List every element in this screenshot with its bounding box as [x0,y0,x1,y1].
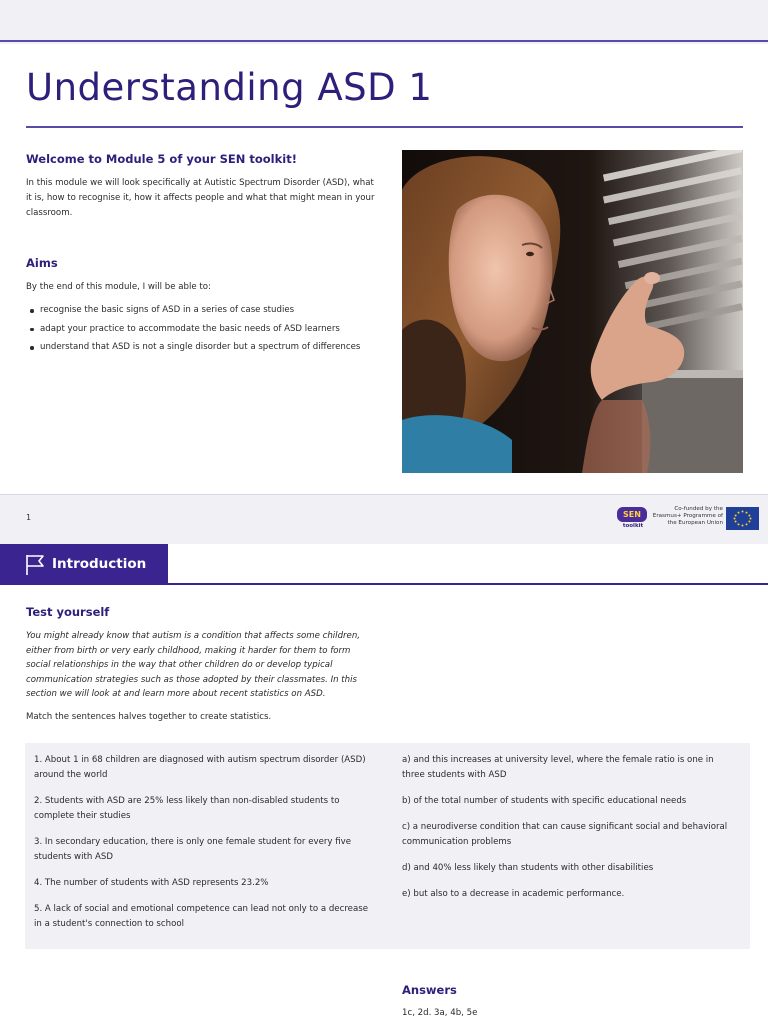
sentence-ending-item: c) a neurodiverse condition that can cause significant social and behavioral communication problems [402,822,728,847]
sen-logo-subtitle: toolkit [622,523,644,529]
aims-list-item: understand that ASD is not a single disorder but a spectrum of differences [26,340,360,355]
test-yourself-text: You might already know that autism is a condition that affects some children, either from birth or very early childhood, making it harder for them to form social relationships in the way that other children do or develop typical communication strategies such as those adopted by their classmates. In this section we will look at and learn more about recent statistics on ASD. [26,631,361,700]
title-divider [26,126,743,128]
sentence-starts-column [34,753,374,943]
sentence-ending-item: a) and this increases at university level, where the female ratio is one in three students with ASD [402,755,714,780]
answers-text: 1c, 2d. 3a, 4b, 5e [402,1008,478,1018]
aims-list [26,303,360,359]
matching-exercise-panel [25,743,750,949]
sentence-endings-column [402,753,732,913]
page-1 [0,44,768,494]
eu-flag-icon [726,507,759,530]
sentence-start-item: 2. Students with ASD are 25% less likely than non-disabled students to complete their studies [34,796,340,821]
page-footer [0,494,768,544]
aims-heading: Aims [26,256,58,270]
aims-intro: By the end of this module, I will be able to: [26,282,211,292]
page-2 [0,544,768,1024]
answers-heading: Answers [402,983,457,997]
welcome-heading: Welcome to Module 5 of your SEN toolkit! [26,152,297,166]
sentence-ending-item: e) but also to a decrease in academic performance. [402,889,625,899]
page-number: 1 [26,513,32,522]
sentence-start-item: 1. About 1 in 68 children are diagnosed with autism spectrum disorder (ASD) around the world [34,755,366,780]
test-yourself-heading: Test yourself [26,605,110,619]
section-header-introduction [0,544,168,585]
aims-list-item: recognise the basic signs of ASD in a series of case studies [26,303,360,318]
eu-funding-text: Co-funded by the Erasmus+ Programme of the European Union [652,506,723,526]
sentence-ending-item: b) of the total number of students with specific educational needs [402,796,687,806]
sentence-ending-item: d) and 40% less likely than students with other disabilities [402,863,654,873]
welcome-text: In this module we will look specifically at Autistic Spectrum Disorder (ASD), what it is, how to recognise it, how it affects people and what that might mean in your classroom. [26,178,375,218]
aims-list-item: adapt your practice to accommodate the basic needs of ASD learners [26,322,360,337]
page-title: Understanding ASD 1 [26,66,433,109]
sentence-start-item: 3. In secondary education, there is only one female student for every five students with ASD [34,837,351,862]
match-instruction: Match the sentences halves together to create statistics. [26,712,272,722]
girl-at-window-photo [402,150,743,473]
flag-icon [24,553,46,577]
sen-logo-badge: SEN [617,507,647,522]
sentence-start-item: 4. The number of students with ASD represents 23.2% [34,878,269,888]
section-label: Introduction [52,556,147,572]
sentence-start-item: 5. A lack of social and emotional competence can lead not only to a decrease in a student's connection to school [34,904,368,929]
top-strip [0,0,768,42]
sen-toolkit-logo [617,507,649,533]
